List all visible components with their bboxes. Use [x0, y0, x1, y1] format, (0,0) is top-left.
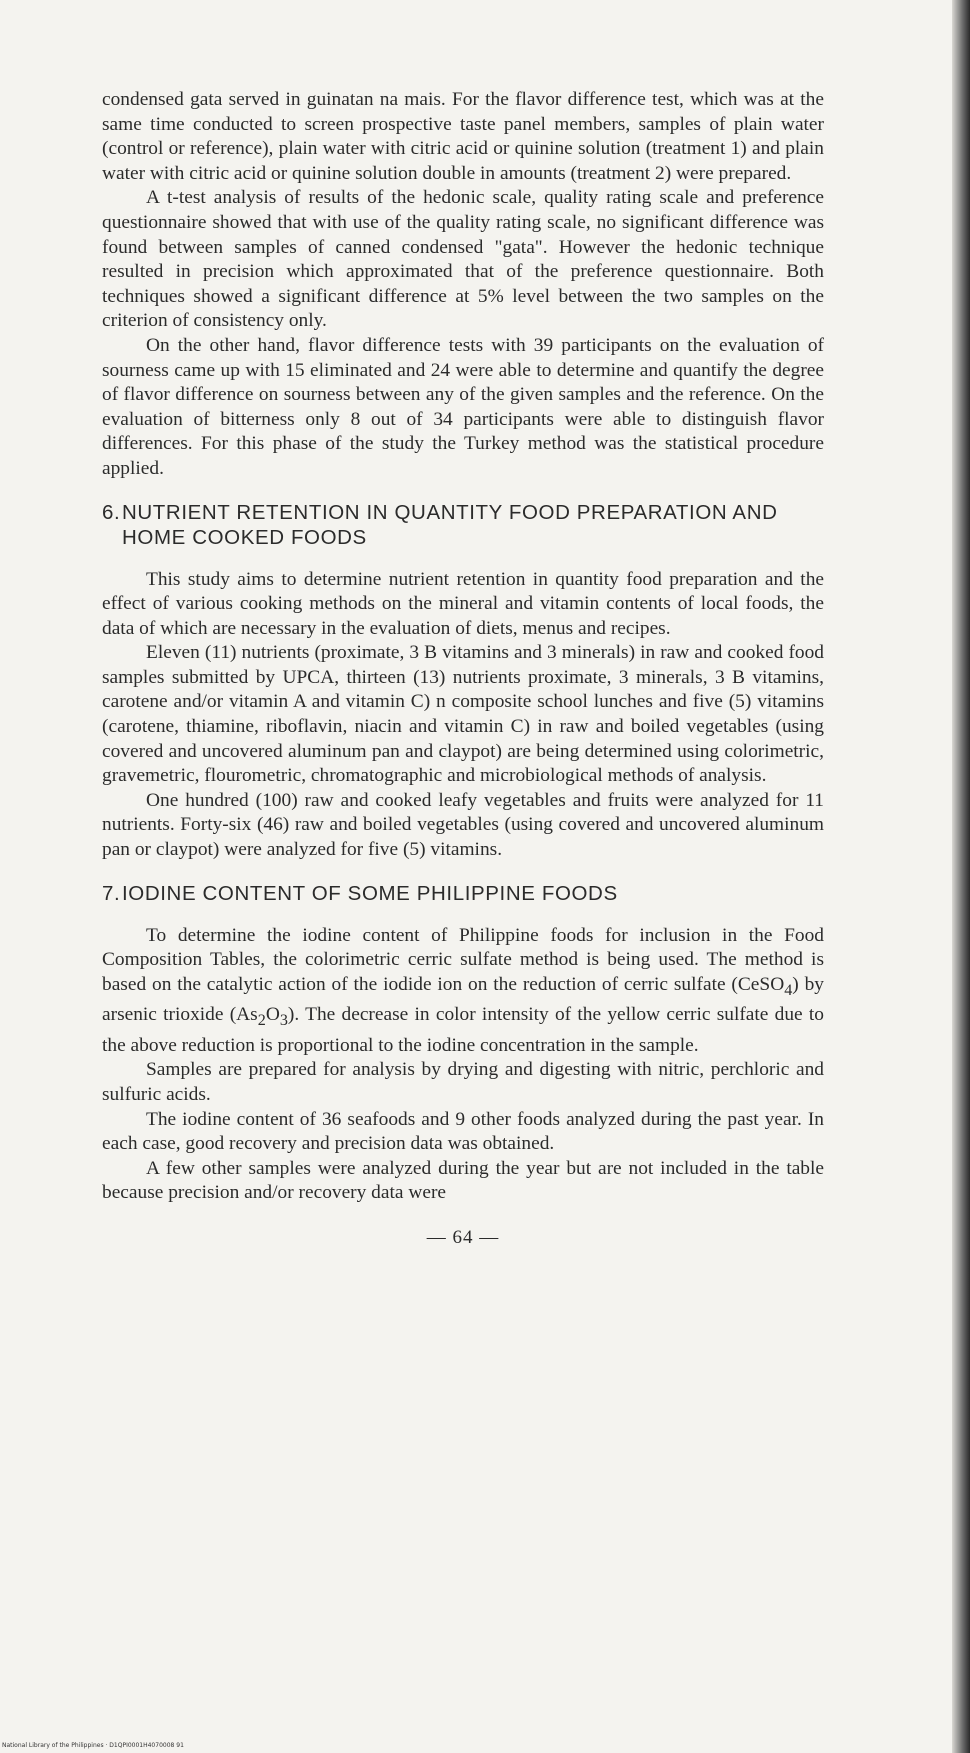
page-edge-shadow: [952, 0, 970, 1753]
section-6-paragraph-2: Eleven (11) nutrients (proximate, 3 B vitamins and 3 minerals) in raw and cooked food samples submitted by UPCA, thirteen (13) nutrients proximate, 3 minerals, 3 B vitamins, carotene and/or vitamin A and vitamin C) n composite school lunches and five (5) vitamins (carotene, thiamine, riboflavin, niacin and vitamin C) in raw and boiled vegetables (using covered and uncovered aluminum pan and claypot) are being determined using colorimetric, gravemetric, flourometric, chromatographic and microbiological methods of analysis.: [102, 642, 824, 787]
section-7-number: 7.: [102, 881, 121, 905]
text-run: ) by arsenic trioxide (As: [102, 973, 824, 1026]
page-body: [102, 88, 824, 1251]
section-6-heading: [102, 500, 824, 550]
text-run: ). The decrease in color intensity of the yellow cerric sulfate due to the above reduction is proportional to the iodine concentration in the sample.: [102, 1004, 824, 1056]
section-7-heading: [102, 881, 824, 906]
paragraph-flavor-difference: On the other hand, flavor difference tests with 39 participants on the evaluation of sourness came up with 15 eliminated and 24 were able to determine and quantify the degree of flavor difference on sourness between any of the given samples and the reference. On the evaluation of bitterness only 8 out of 34 participants were able to distinguish flavor differences. For this phase of the study the Turkey method was the statistical procedure applied.: [102, 334, 824, 479]
section-6-number: 6.: [102, 500, 121, 524]
footer-watermark: National Library of the Philippines · D1QPI0001H4070008 91: [2, 1742, 184, 1749]
paragraph-t-test: A t-test analysis of results of the hedonic scale, quality rating scale and preference questionnaire showed that with use of the quality rating scale, no significant difference was found between samples of canned condensed "gata". However the hedonic technique resulted in precision which approximated that of the preference questionnaire. Both techniques showed a significant difference at 5% level between the two samples on the criterion of consistency only.: [102, 187, 824, 332]
section-7-title: IODINE CONTENT OF SOME PHILIPPINE FOODS: [122, 881, 618, 905]
subscript: 4: [784, 981, 793, 999]
text-run: To determine the iodine content of Philippine foods for inclusion in the Food Composition Tables, the colorimetric cerric sulfate method is being used. The method is based on the catalytic action of the iodide ion on the reduction of cerric sulfate (CeSO: [102, 924, 824, 995]
section-6-paragraph-3: One hundred (100) raw and cooked leafy vegetables and fruits were analyzed for 11 nutrients. Forty-six (46) raw and boiled vegetables (using covered and uncovered aluminum pan or claypot) were analyzed for five (5) vitamins.: [102, 789, 824, 861]
subscript: 2: [257, 1012, 266, 1030]
section-7-paragraph-1: [102, 924, 824, 1059]
section-7-paragraph-4: A few other samples were analyzed during the year but are not included in the table because precision and/or recovery data were: [102, 1157, 824, 1204]
section-6-title: NUTRIENT RETENTION IN QUANTITY FOOD PREPARATION AND HOME COOKED FOODS: [122, 500, 778, 549]
page-number: — 64 —: [426, 1226, 500, 1248]
paragraph-continuation: condensed gata served in guinatan na mais. For the flavor difference test, which was at the same time conducted to screen prospective taste panel members, samples of plain water (control or reference), plain water with citric acid or quinine solution (treatment 1) and plain water with citric acid or quinine solution double in amounts (treatment 2) were prepared.: [102, 89, 824, 184]
text-run: O: [265, 1004, 280, 1026]
subscript: 3: [279, 1012, 288, 1030]
section-6-paragraph-1: This study aims to determine nutrient retention in quantity food preparation and the effect of various cooking methods on the mineral and vitamin contents of local foods, the data of which are necessary in the evaluation of diets, menus and recipes.: [102, 568, 824, 639]
section-7-paragraph-2: Samples are prepared for analysis by drying and digesting with nitric, perchloric and sulfuric acids.: [102, 1059, 824, 1105]
section-7-paragraph-3: The iodine content of 36 seafoods and 9 other foods analyzed during the past year. In each case, good recovery and precision data was obtained.: [102, 1108, 824, 1155]
